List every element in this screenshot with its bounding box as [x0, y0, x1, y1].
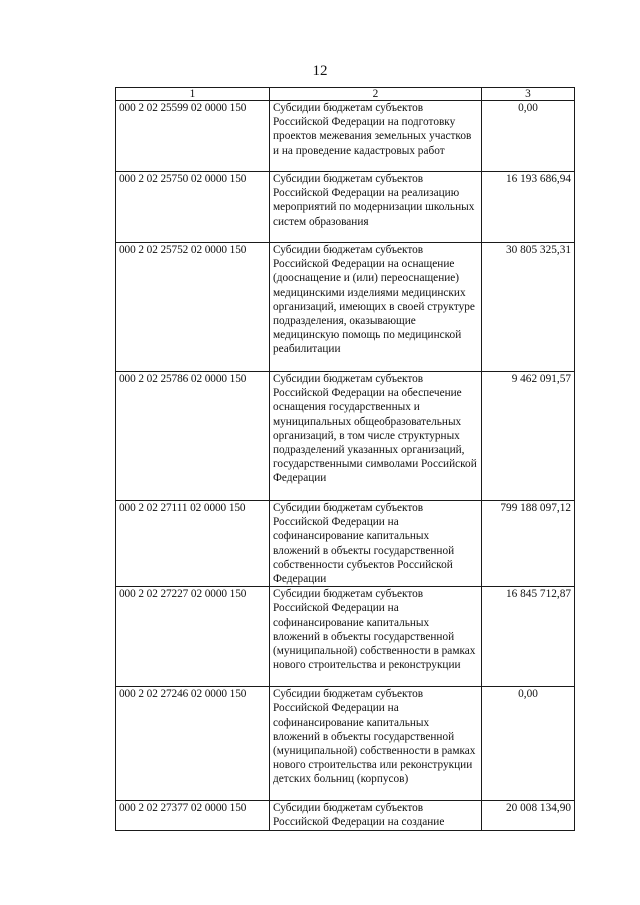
- revenue-name: Субсидии бюджетам субъектов Российской Федерации на софинансирование капитальных вложений в объекты государственной (муниципальной) собственности в рамках нового строительства или реконструкции детских больниц (корпусов): [270, 687, 482, 801]
- classification-code: 000 2 02 27246 02 0000 150: [116, 687, 270, 801]
- revenue-name: Субсидии бюджетам субъектов Российской Федерации на подготовку проектов межевания земельных участков и на проведение кадастровых работ: [270, 101, 482, 172]
- table-row: [116, 801, 575, 831]
- classification-code: 000 2 02 27377 02 0000 150: [116, 801, 270, 831]
- amount-value: 16 845 712,87: [482, 587, 575, 687]
- table-row: [116, 243, 575, 372]
- revenue-name: Субсидии бюджетам субъектов Российской Федерации на обеспечение оснащения государственных и муниципальных общеобразовательных организаций, в том числе структурных подразделений указанных организаций, государственными символами Российской Федерации: [270, 372, 482, 501]
- table-row: [116, 372, 575, 501]
- table-row: [116, 101, 575, 172]
- revenue-name: Субсидии бюджетам субъектов Российской Федерации на оснащение (дооснащение и (или) переоснащение) медицинскими изделиями медицинских организаций, имеющих в своей структуре подразделения, оказывающие медицинскую помощь по медицинской реабилитации: [270, 243, 482, 372]
- classification-code: 000 2 02 25599 02 0000 150: [116, 101, 270, 172]
- amount-value: 16 193 686,94: [482, 172, 575, 243]
- classification-code: 000 2 02 27227 02 0000 150: [116, 587, 270, 687]
- revenue-name: Субсидии бюджетам субъектов Российской Федерации на реализацию мероприятий по модернизации школьных систем образования: [270, 172, 482, 243]
- table-row: [116, 501, 575, 587]
- amount-value: 0,00: [482, 101, 575, 172]
- table-row: [116, 687, 575, 801]
- revenue-name: Субсидии бюджетам субъектов Российской Федерации на создание: [270, 801, 482, 831]
- column-header-1: 1: [116, 88, 270, 101]
- classification-code: 000 2 02 25750 02 0000 150: [116, 172, 270, 243]
- amount-value: 9 462 091,57: [482, 372, 575, 501]
- column-header-3: 3: [482, 88, 575, 101]
- table-row: [116, 172, 575, 243]
- table-row: [116, 587, 575, 687]
- revenue-name: Субсидии бюджетам субъектов Российской Федерации на софинансирование капитальных вложений в объекты государственной (муниципальной) собственности в рамках нового строительства и реконструкции: [270, 587, 482, 687]
- classification-code: 000 2 02 25752 02 0000 150: [116, 243, 270, 372]
- amount-value: 799 188 097,12: [482, 501, 575, 587]
- classification-code: 000 2 02 27111 02 0000 150: [116, 501, 270, 587]
- column-header-2: 2: [270, 88, 482, 101]
- amount-value: 30 805 325,31: [482, 243, 575, 372]
- amount-value: 0,00: [482, 687, 575, 801]
- table-header-row: [116, 88, 575, 101]
- amount-value: 20 008 134,90: [482, 801, 575, 831]
- page-number: 12: [312, 63, 328, 79]
- classification-code: 000 2 02 25786 02 0000 150: [116, 372, 270, 501]
- revenue-name: Субсидии бюджетам субъектов Российской Федерации на софинансирование капитальных вложений в объекты государственной собственности субъектов Российской Федерации: [270, 501, 482, 587]
- budget-revenue-table: [115, 87, 575, 831]
